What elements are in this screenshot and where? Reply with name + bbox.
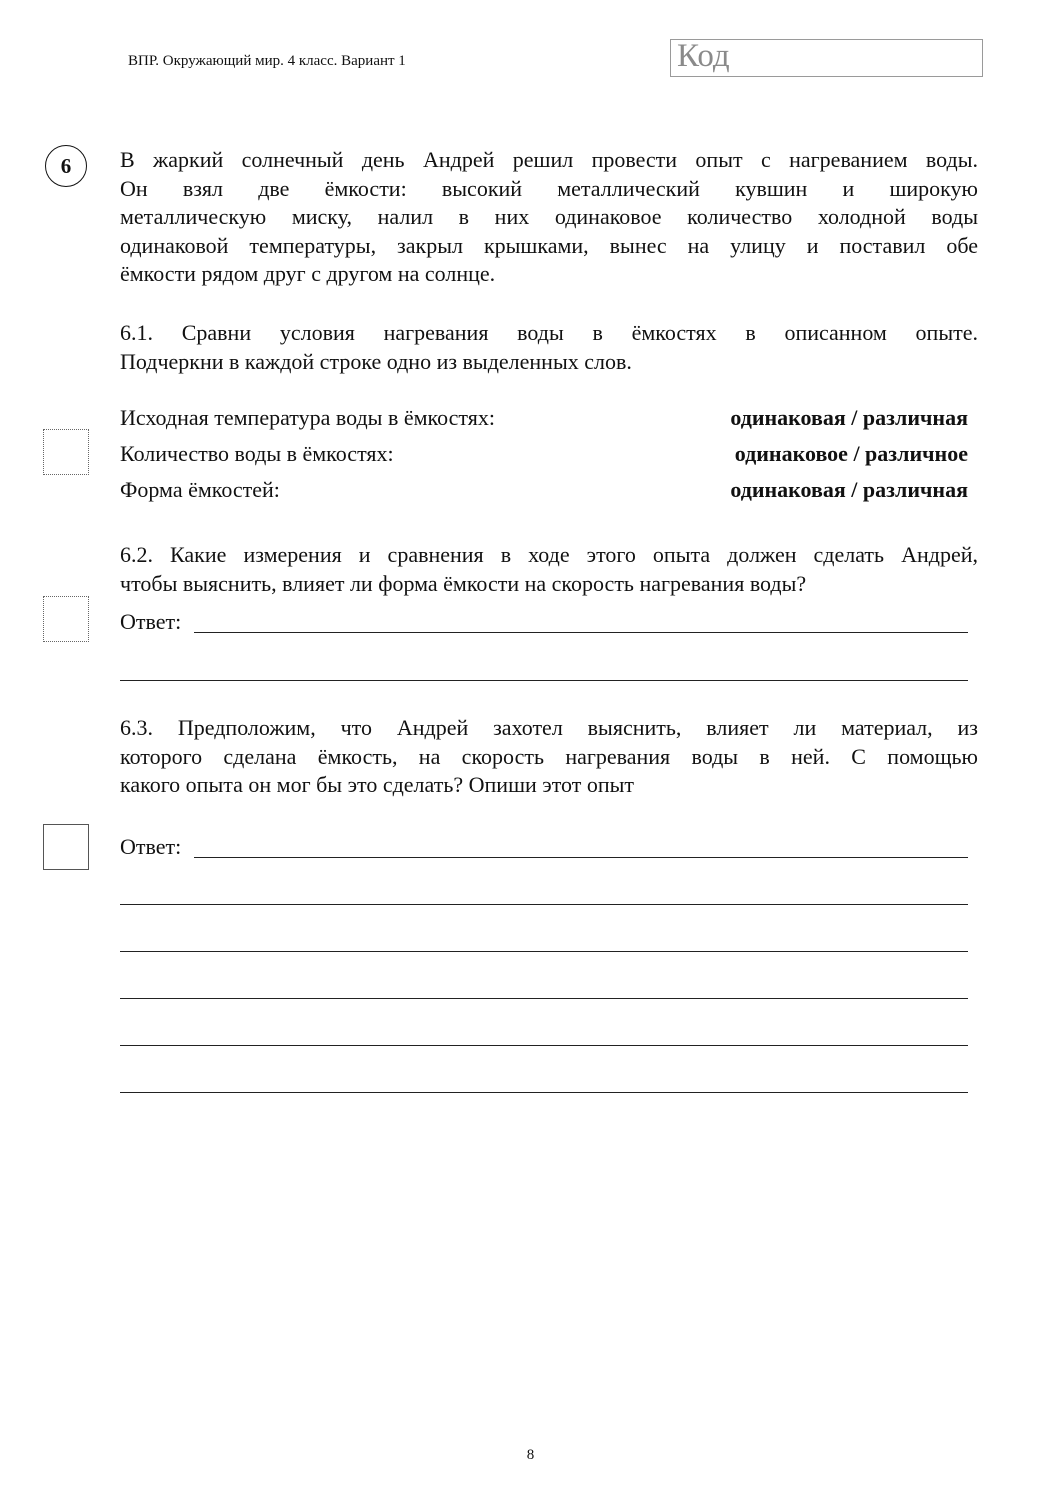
answer-rule: [120, 680, 968, 681]
answer-line[interactable]: [120, 975, 968, 1001]
row-options[interactable]: одинаковое / различное: [734, 441, 968, 466]
task-intro: [120, 146, 978, 289]
answer-field-6-3[interactable]: [120, 834, 968, 860]
answer-line[interactable]: [120, 881, 968, 907]
question-6-3-text: [120, 714, 978, 800]
intro-line: металлическую миску, налил в них одинаковое количество холодной воды: [120, 204, 978, 230]
row-label: Исходная температура воды в ёмкостях:: [120, 405, 495, 430]
intro-line: Он взял две ёмкости: высокий металлический кувшин и широкую: [120, 175, 978, 201]
question-6-1-text: [120, 319, 978, 376]
score-box-6-2: [43, 596, 89, 642]
answer-label: Ответ:: [120, 834, 182, 859]
answer-line[interactable]: [120, 928, 968, 954]
question-line: 6.3. Предположим, что Андрей захотел выяснить, влияет ли материал, из: [120, 715, 978, 740]
header-title: ВПР. Окружающий мир. 4 класс. Вариант 1: [128, 53, 406, 69]
row-options[interactable]: одинаковая / различная: [730, 405, 968, 430]
question-line: 6.1. Сравни условия нагревания воды в ёмкостях в описанном опыте.: [120, 320, 978, 345]
answer-rule: [194, 632, 968, 633]
row-label: Количество воды в ёмкостях:: [120, 441, 394, 466]
task-number: 6: [60, 153, 72, 178]
task-number-badge: [45, 145, 87, 187]
answer-line[interactable]: [120, 657, 968, 683]
intro-line: одинаковой температуры, закрыл крышками, вынес на улицу и поставил обе: [120, 232, 978, 258]
question-6-2-text: [120, 541, 978, 598]
answer-line[interactable]: [120, 1022, 968, 1048]
answer-label: Ответ:: [120, 609, 182, 634]
question-line: чтобы выяснить, влияет ли форма ёмкости на скорость нагревания воды?: [120, 570, 807, 596]
question-line: которого сделана ёмкость, на скорость нагревания воды в ней. С помощью: [120, 743, 978, 769]
answer-rule: [120, 1092, 968, 1093]
answer-rule: [194, 857, 968, 858]
page-number: 8: [526, 1447, 535, 1463]
code-field[interactable]: [670, 39, 983, 77]
score-box-6-3: [43, 824, 89, 870]
answer-field-6-2[interactable]: [120, 609, 968, 635]
score-box-6-1: [43, 429, 89, 475]
code-label: Код: [677, 38, 730, 74]
row-label: Форма ёмкостей:: [120, 477, 280, 502]
question-line: какого опыта он мог бы это сделать? Опиши этот опыт: [120, 772, 635, 798]
question-line: 6.2. Какие измерения и сравнения в ходе этого опыта должен сделать Андрей,: [120, 542, 978, 567]
answer-line[interactable]: [120, 1069, 968, 1095]
answer-rule: [120, 1045, 968, 1046]
question-line: Подчеркни в каждой строке одно из выделенных слов.: [120, 348, 632, 374]
intro-line: В жаркий солнечный день Андрей решил провести опыт с нагреванием воды.: [120, 147, 978, 172]
answer-rule: [120, 904, 968, 905]
intro-line: ёмкости рядом друг с другом на солнце.: [120, 261, 496, 287]
answer-rule: [120, 951, 968, 952]
answer-rule: [120, 998, 968, 999]
row-options[interactable]: одинаковая / различная: [730, 477, 968, 502]
